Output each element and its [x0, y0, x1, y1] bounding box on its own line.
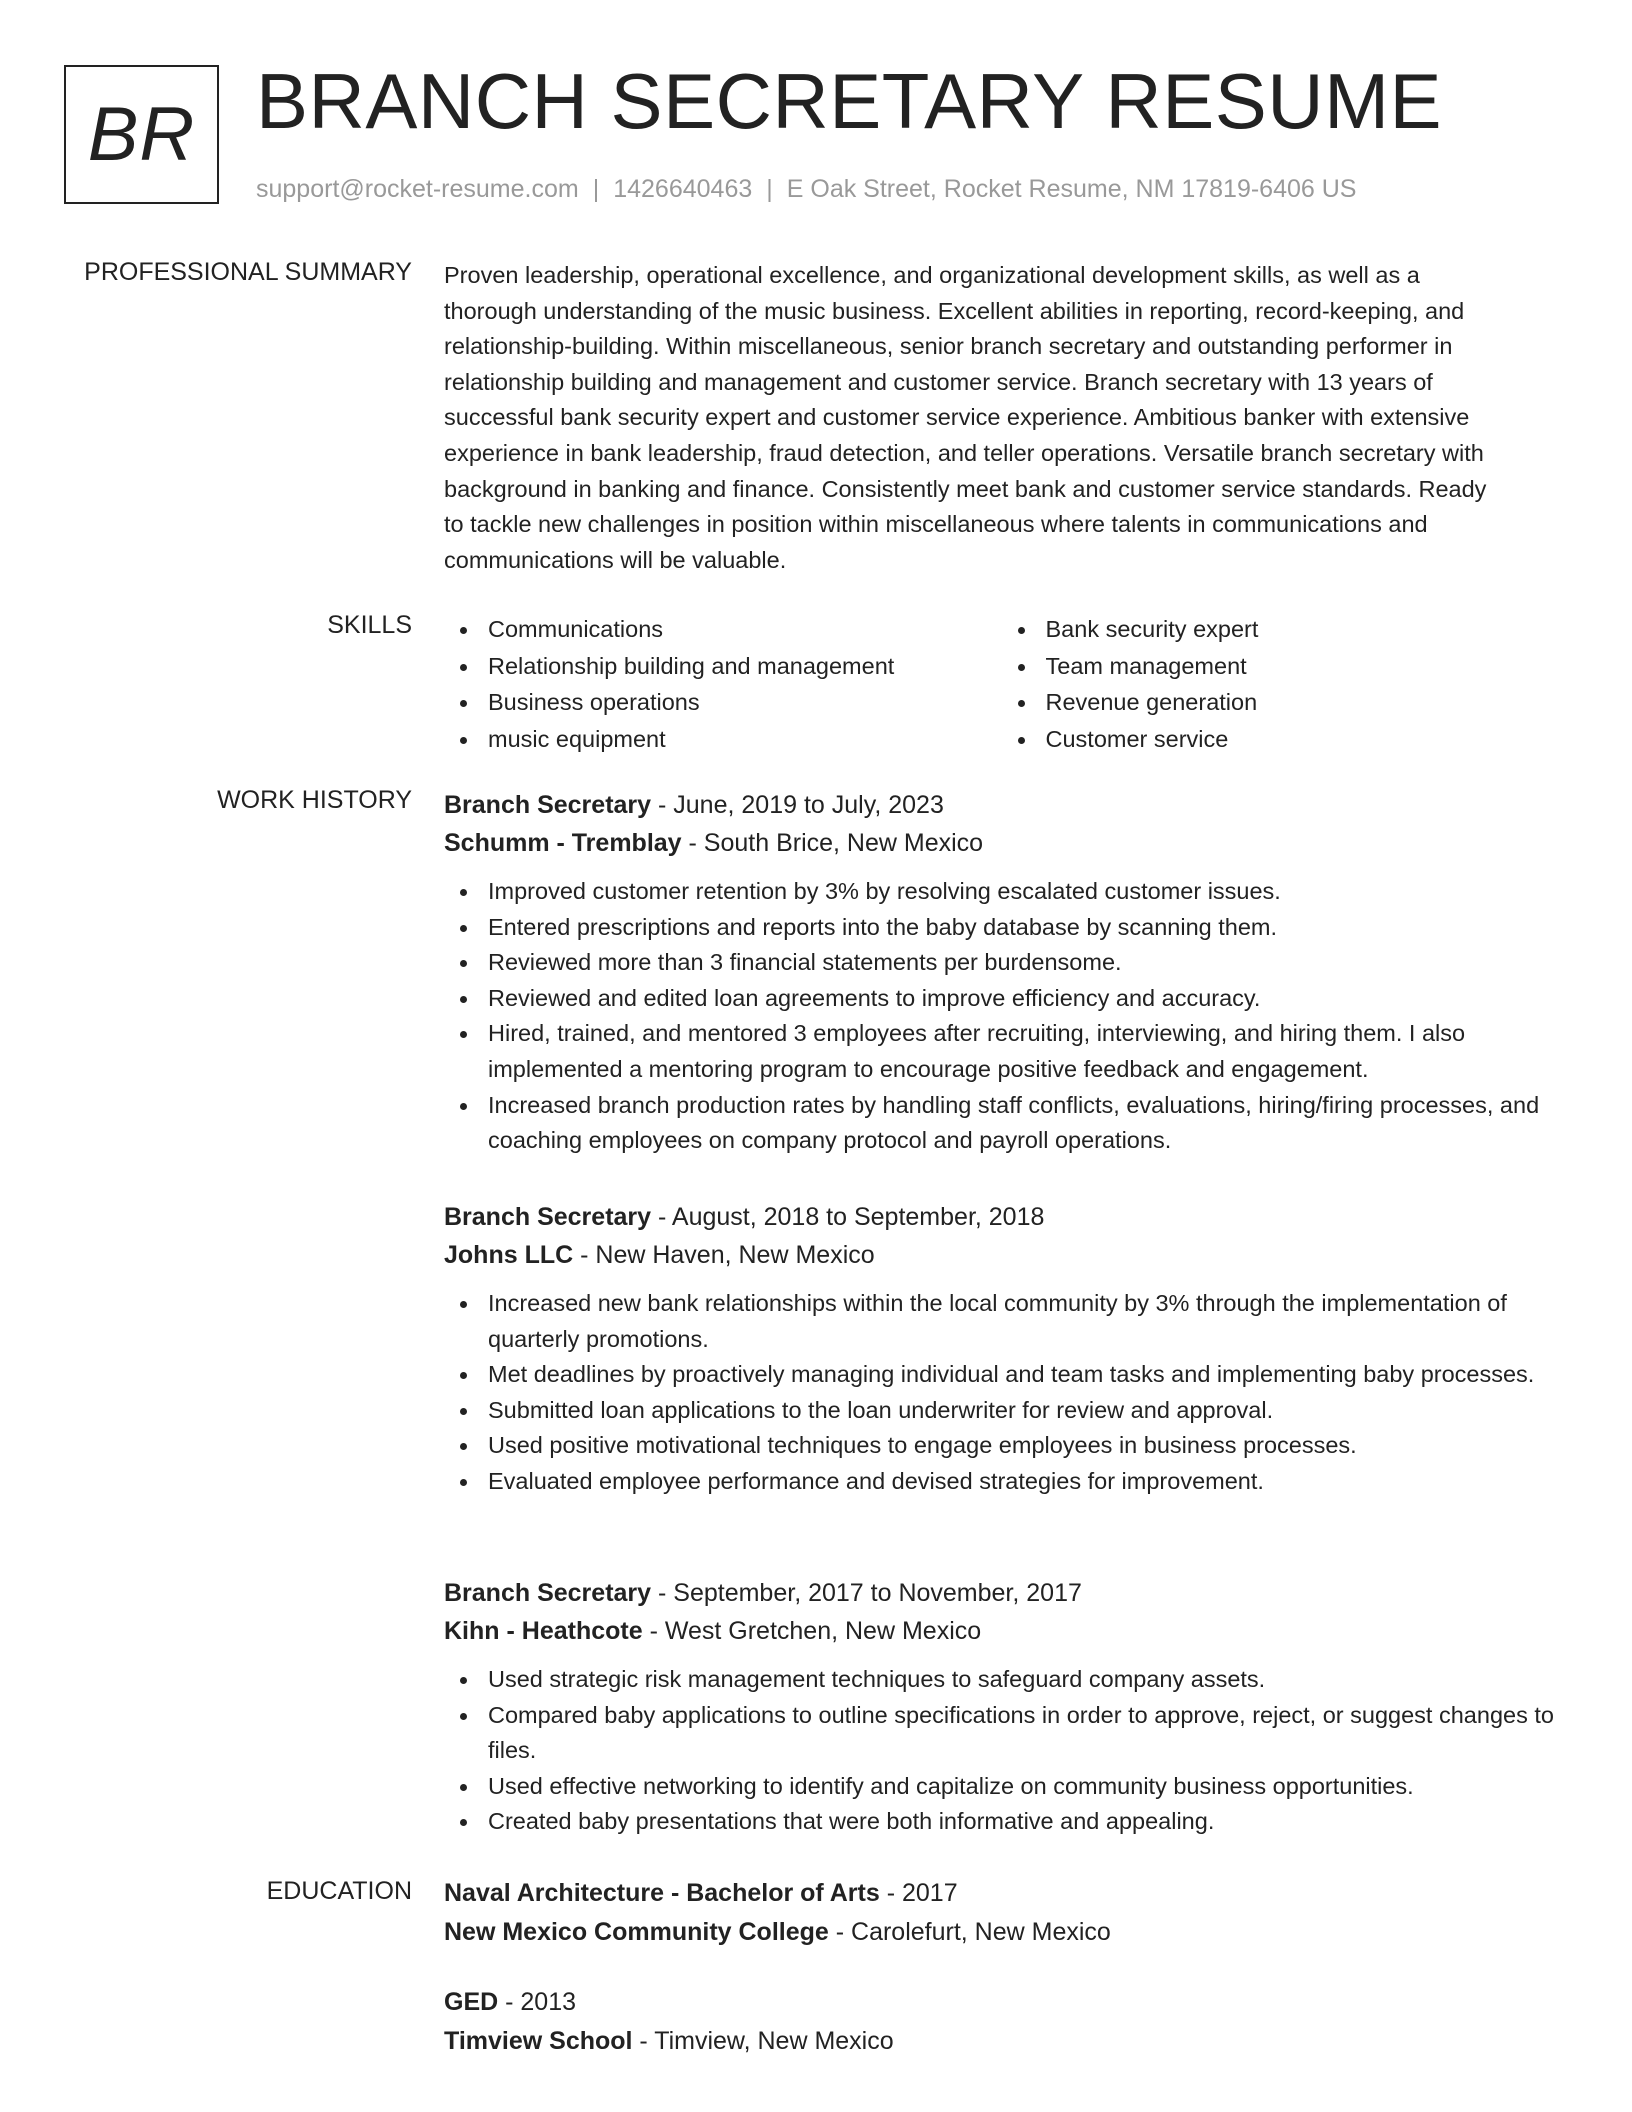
job-dates: - September, 2017 to November, 2017 — [651, 1579, 1082, 1607]
job-company: Schumm - Tremblay — [444, 829, 682, 857]
edu-school-line — [444, 1913, 1559, 1952]
contact-separator: | — [766, 175, 773, 203]
edu-location: - Timview, New Mexico — [632, 2027, 894, 2055]
monogram-box — [64, 65, 219, 204]
job-bullet: Increased new bank relationships within the local community by 3% through the implementation of quarterly promotions. — [488, 1286, 1559, 1357]
edu-degree-line — [444, 1874, 1559, 1913]
job-dates: - August, 2018 to September, 2018 — [651, 1203, 1045, 1231]
job-bullet: Used strategic risk management techniques to safeguard company assets. — [488, 1662, 1559, 1698]
job-bullet: Met deadlines by proactively managing individual and team tasks and implementing baby processes. — [488, 1357, 1559, 1393]
education-entry — [444, 1874, 1559, 1952]
summary-line: relationship-building. Within miscellaneous, senior branch secretary and outstanding performer in — [444, 333, 1453, 360]
edu-school: Timview School — [444, 2027, 633, 2055]
section-label-education: EDUCATION — [266, 1877, 412, 1905]
section-label-work: WORK HISTORY — [217, 786, 412, 814]
job-title: Branch Secretary — [444, 791, 652, 819]
job-entry — [444, 786, 1559, 1159]
job-location: - West Gretchen, New Mexico — [642, 1617, 982, 1645]
contact-line — [256, 175, 1356, 204]
job-title: Branch Secretary — [444, 1579, 652, 1607]
job-bullet: Improved customer retention by 3% by resolving escalated customer issues. — [488, 874, 1559, 910]
edu-school: New Mexico Community College — [444, 1918, 829, 1946]
contact-address: E Oak Street, Rocket Resume, NM 17819-6406 US — [786, 175, 1357, 203]
job-location: - New Haven, New Mexico — [573, 1241, 875, 1269]
job-bullet: Submitted loan applications to the loan underwriter for review and approval. — [488, 1393, 1559, 1429]
summary-line: thorough understanding of the music business. Excellent abilities in reporting, record-keeping, and — [444, 297, 1465, 324]
edu-year: - 2017 — [879, 1879, 958, 1907]
job-title-line — [444, 1198, 1559, 1236]
summary-line: relationship building and management and customer service. Branch secretary with 13 years of — [444, 368, 1433, 395]
summary-line: communications will be valuable. — [444, 546, 787, 573]
job-company: Johns LLC — [444, 1241, 574, 1269]
job-company-line — [444, 1236, 1559, 1274]
job-bullet: Reviewed more than 3 financial statements per burdensome. — [488, 945, 1559, 981]
job-title: Branch Secretary — [444, 1203, 652, 1231]
job-company-line — [444, 824, 1559, 862]
job-bullets — [444, 1286, 1559, 1500]
skill-item: Business operations — [488, 684, 1002, 721]
skills-column-left — [444, 611, 1002, 757]
skill-item: Customer service — [1046, 721, 1560, 758]
skills-grid — [444, 611, 1559, 757]
education-entry — [444, 1983, 1559, 2061]
edu-degree: Naval Architecture - Bachelor of Arts — [444, 1879, 880, 1907]
section-label-summary: PROFESSIONAL SUMMARY — [84, 258, 412, 286]
skill-item: Team management — [1046, 648, 1560, 685]
job-bullet: Reviewed and edited loan agreements to improve efficiency and accuracy. — [488, 981, 1559, 1017]
skills-column-right — [1002, 611, 1560, 757]
summary-line: background in banking and finance. Consistently meet bank and customer service standards. Ready — [444, 475, 1487, 502]
summary-line: experience in bank leadership, fraud detection, and teller operations. Versatile branch secretary with — [444, 439, 1484, 466]
contact-phone: 1426640463 — [613, 175, 753, 203]
summary-body — [444, 258, 1559, 578]
skill-item: Communications — [488, 611, 1002, 648]
job-entry — [444, 1198, 1559, 1500]
job-title-line — [444, 1574, 1559, 1612]
skill-item: Bank security expert — [1046, 611, 1560, 648]
edu-degree-line — [444, 1983, 1559, 2022]
job-entry — [444, 1574, 1559, 1840]
job-dates: - June, 2019 to July, 2023 — [651, 791, 944, 819]
job-location: - South Brice, New Mexico — [681, 829, 984, 857]
contact-separator: | — [592, 175, 600, 203]
job-bullet: Created baby presentations that were both informative and appealing. — [488, 1804, 1559, 1840]
summary-line: Proven leadership, operational excellence, and organizational development skills, as well as a — [444, 262, 1420, 288]
job-title-line — [444, 786, 1559, 824]
job-bullet: Hired, trained, and mentored 3 employees after recruiting, interviewing, and hiring them. I also implemented a mentoring program to encourage positive feedback and engagement. — [488, 1016, 1559, 1087]
job-bullet: Evaluated employee performance and devised strategies for improvement. — [488, 1464, 1559, 1500]
resume-title: BRANCH SECRETARY RESUME — [256, 57, 1443, 145]
job-company: Kihn - Heathcote — [444, 1617, 643, 1645]
monogram-initials: BR — [87, 92, 196, 177]
job-bullet: Entered prescriptions and reports into the baby database by scanning them. — [488, 910, 1559, 946]
summary-line: successful bank security expert and customer service experience. Ambitious banker with extensive — [444, 404, 1470, 431]
summary-line: to tackle new challenges in position within miscellaneous where talents in communications and — [444, 511, 1428, 538]
edu-year: - 2013 — [498, 1988, 577, 2016]
job-bullet: Compared baby applications to outline specifications in order to approve, reject, or suggest changes to files. — [488, 1698, 1559, 1769]
edu-degree: GED — [444, 1988, 499, 2016]
skill-item: Relationship building and management — [488, 648, 1002, 685]
job-bullet: Increased branch production rates by handling staff conflicts, evaluations, hiring/firing processes, and coaching employees on company protocol and payroll operations. — [488, 1088, 1559, 1159]
job-company-line — [444, 1612, 1559, 1650]
section-label-skills: SKILLS — [327, 611, 412, 639]
job-bullet: Used effective networking to identify and capitalize on community business opportunities. — [488, 1769, 1559, 1805]
skill-item: music equipment — [488, 721, 1002, 758]
contact-email: support@rocket-resume.com — [256, 175, 579, 203]
job-bullets — [444, 874, 1559, 1159]
skill-item: Revenue generation — [1046, 684, 1560, 721]
edu-location: - Carolefurt, New Mexico — [828, 1918, 1111, 1946]
job-bullets — [444, 1662, 1559, 1840]
edu-school-line — [444, 2022, 1559, 2061]
skills-body — [444, 611, 1559, 757]
job-bullet: Used positive motivational techniques to engage employees in business processes. — [488, 1428, 1559, 1464]
